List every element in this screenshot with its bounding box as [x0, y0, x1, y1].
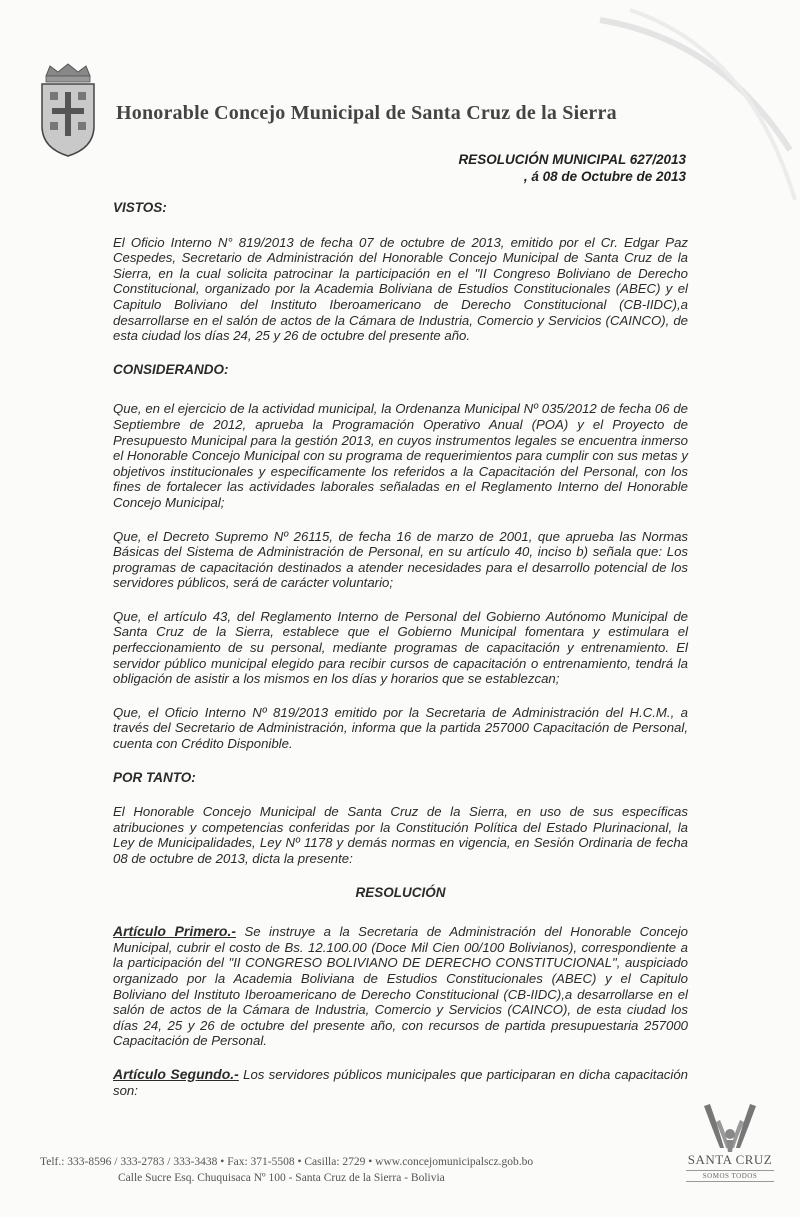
articulo-primero [113, 924, 688, 1049]
considerando-paragraph-3: Que, el artículo 43, del Reglamento Interno de Personal del Gobierno Autónomo Municipal de Santa Cruz de la Sierra, establece que el Gobierno Municipal fomentara y estimulara el perfeccionamiento de su personal, mediante programas de capacitación y entrenamiento. El servidor público municipal elegido para recibir cursos de capacitación o entrenamiento, tendrá la obligación de asistir a los mismos en los días y horarios que se establezcan; [113, 608, 688, 687]
page-footer [40, 1156, 680, 1184]
brand-name: SANTA CRUZ [687, 1152, 773, 1167]
document-body [113, 200, 688, 1098]
considerando-paragraph-4: Que, el Oficio Interno Nº 819/2013 emitido por la Secretaria de Administración del H.C.M., a través del Secretario de Administración, informa que la partida 257000 Capacitación de Personal, cuenta con Crédito Disponible. [113, 704, 688, 752]
vistos-heading: VISTOS: [113, 200, 167, 215]
articulo-primero-text: Se instruye a la Secretaria de Administración del Honorable Concejo Municipal, cubrir el costo de Bs. 12.100.00 (Doce Mil Cien 00/100 Bolivianos), correspondiente a la participación del "II CONGRESO BOLIVIANO DE DERECHO CONSTITUCIONAL", auspiciado organizado por la Academia Boliviana de Estudios Constitucionales (ABEC) y el Capitulo Boliviano del Instituto Iberoamericano de Derecho Constitucional (CB-IIDC),a desarrollarse en el salón de actos de la Cámara de Industria, Comercio y Servicios (CAINCO), de esta ciudad los días 24, 25 y 26 de octubre del presente año, con recursos de partida presupuestaria 257000 Capacitación de Personal. [113, 924, 688, 1049]
articulo-segundo [113, 1067, 688, 1098]
por-tanto-heading: POR TANTO: [113, 769, 196, 785]
articulo-segundo-text: Los servidores públicos municipales que participaran en dicha capacitación son: [113, 1066, 688, 1098]
articulo-primero-title: Artículo Primero.- [113, 923, 237, 940]
organization-title: Honorable Concejo Municipal de Santa Cruz de la Sierra [116, 102, 617, 124]
brand-tagline: SOMOS TODOS [686, 1170, 774, 1182]
considerando-heading: CONSIDERANDO: [113, 361, 229, 377]
vistos-paragraph: El Oficio Interno N° 819/2013 de fecha 07 de octubre de 2013, emitido por el Cr. Edgar Paz Cespedes, Secretario de Administración del Honorable Concejo Municipal de Santa Cruz de la Sierra, en la cual solicita patrocinar la participación en el "II Congreso Boliviano de Derecho Constitucional, organizado por la Academia Boliviana de Estudios Constitucionales (ABEC) y el Capitulo Boliviano del Instituto Iberoamericano de Derecho Constitucional (CB-IIDC),a desarrollarse en el salón de actos de la Cámara de Industria, Comercio y Servicios (CAINCO), de esta ciudad los días 24, 25 y 26 de octubre del presente año. [113, 234, 688, 344]
considerando-paragraph-1: Que, en el ejercicio de la actividad municipal, la Ordenanza Municipal Nº 035/2012 de fecha 06 de Septiembre de 2012, aprueba la Programación Operativo Anual (POA) y el Proyecto de Presupuesto Municipal para la gestión 2013, en cuyos instrumentos legales se encuentra inmerso el Honorable Concejo Municipal con su programa de requerimientos para cumplir con sus metas y objetivos institucionales y especificamente los referidos a la Capacitación del Personal, con los fines de fortalecer las actividades laborales señaladas en el Reglamento Interno del Honorable Concejo Municipal; [113, 401, 688, 510]
articulo-segundo-title: Artículo Segundo.- [113, 1065, 239, 1082]
resolution-number: RESOLUCIÓN MUNICIPAL 627/2013 [458, 152, 686, 167]
por-tanto-paragraph: El Honorable Concejo Municipal de Santa Cruz de la Sierra, en uso de sus específicas atribuciones y competencias conferidas por la Constitución Política del Estado Plurinacional, la Ley de Municipalidades, Ley Nº 1178 y demás normas en vigencia, en Sesión Ordinaria de fecha 08 de octubre de 2013, dicta la presente: [113, 804, 688, 866]
considerando-paragraph-2: Que, el Decreto Supremo Nº 26115, de fecha 16 de marzo de 2001, que aprueba las Normas Básicas del Sistema de Administración de Personal, en su artículo 40, inciso b) señala que: Los programas de capacitación destinados a atender necesidades para el desarrollo potencial de los servidores públicos, será de carácter voluntario; [113, 528, 688, 591]
footer-contact: Telf.: 333-8596 / 333-2783 / 333-3438 • Fax: 371-5508 • Casilla: 2729 • www.concejomunicipalscz.gob.bo [40, 1156, 534, 1168]
resolution-header [458, 151, 686, 185]
municipal-crest-icon [36, 62, 100, 158]
resolucion-heading: RESOLUCIÓN [355, 884, 446, 900]
footer-address: Calle Sucre Esq. Chuquisaca Nº 100 - Santa Cruz de la Sierra - Bolivia [118, 1172, 445, 1184]
santa-cruz-logo-icon [690, 1098, 770, 1198]
resolution-date: , á 08 de Octubre de 2013 [523, 169, 686, 184]
